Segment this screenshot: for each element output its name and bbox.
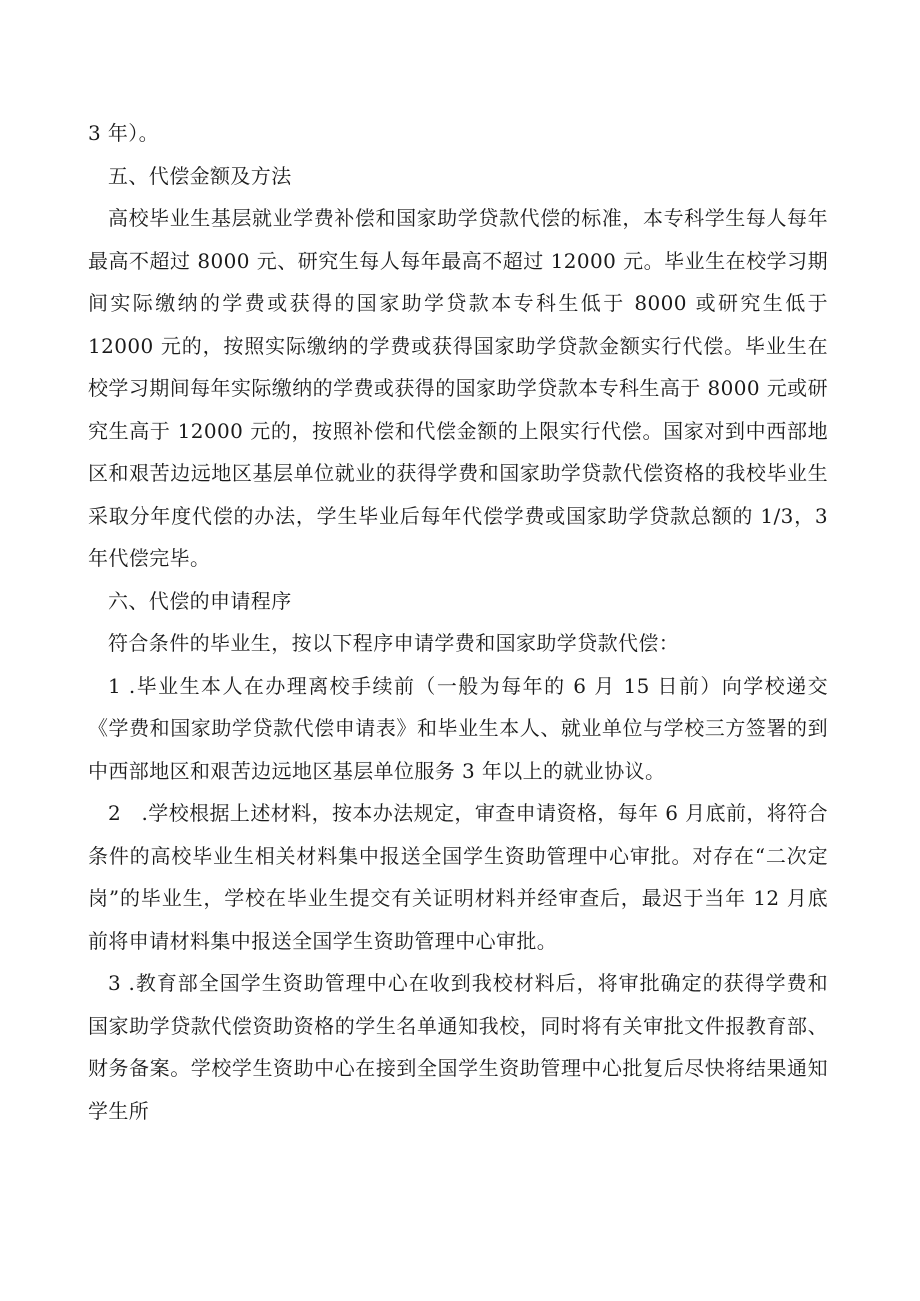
section-heading-5: 五、代偿金额及方法 [108,163,292,188]
procedure-step-3: 3 .教育部全国学生资助管理中心在收到我校材料后，将审批确定的获得学费和国家助学贷款代偿资助资格的学生名单通知我校，同时将有关审批文件报教育部、财务备案。学校学生资助中心在接到全国学生资助管理中心批复后尽快将结果通知学生所 [88,971,828,1123]
paragraph-procedure-intro: 符合条件的毕业生，按以下程序申请学费和国家助学贷款代偿： [108,631,680,655]
section-heading-6: 六、代偿的申请程序 [108,588,292,613]
procedure-step-1: 1 .毕业生本人在办理离校手续前（一般为每年的 6 月 15 日前）向学校递交《学费和国家助学贷款代偿申请表》和毕业生本人、就业单位与学校三方签署的到中西部地区和艰苦边远地区基层单位服务 3 年以上的就业协议。 [88,673,828,783]
paragraph-continuation: 3 年）。 [88,121,160,145]
procedure-step-2: 2 .学校根据上述材料，按本办法规定，审查申请资格，每年 6 月底前，将符合条件的高校毕业生相关材料集中报送全国学生资助管理中心审批。对存在“二次定岗”的毕业生，学校在毕业生提交有关证明材料并经审查后，最迟于当年 12 月底前将申请材料集中报送全国学生资助管理中心审批。 [88,801,828,953]
paragraph-compensation-standard: 高校毕业生基层就业学费补偿和国家助学贷款代偿的标准，本专科学生每人每年最高不超过 8000 元、研究生每人每年最高不超过 12000 元。毕业生在校学习期间实际缴纳的学费或获得的国家助学贷款本专科生低于 8000 或研究生低于 12000 元的，按照实际缴纳的学费或获得国家助学贷款金额实行代偿。毕业生在校学习期间每年实际缴纳的学费或获得的国家助学贷款本专科生高于 8000 元或研究生高于 12000 元的，按照补偿和代偿金额的上限实行代偿。国家对到中西部地区和艰苦边远地区基层单位就业的获得学费和国家助学贷款代偿资格的我校毕业生采取分年度代偿的办法，学生毕业后每年代偿学费或国家助学贷款总额的 1/3，3 年代偿完毕。 [88,206,828,570]
document-body [88,112,828,1132]
